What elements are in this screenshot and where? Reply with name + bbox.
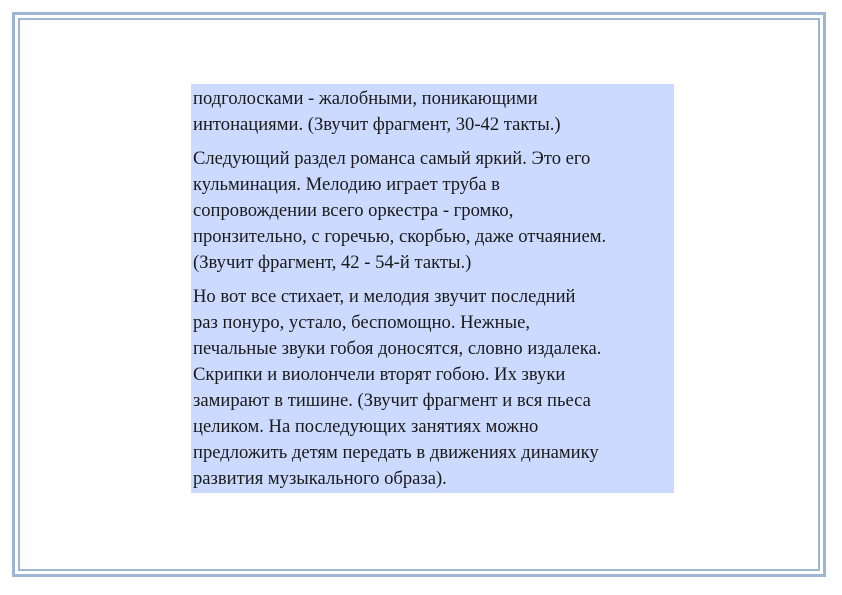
- text-line: Следующий раздел романса самый яркий. Это его: [193, 148, 591, 169]
- text-box: [191, 84, 674, 493]
- text-line: Скрипки и виолончели вторят гобою. Их звуки: [193, 364, 566, 385]
- text-line: кульминация. Мелодию играет труба в: [193, 174, 500, 195]
- text-line: раз понуро, устало, беспомощно. Нежные,: [193, 312, 530, 333]
- text-line: (Звучит фрагмент, 42 - 54-й такты.): [193, 252, 472, 273]
- text-line: целиком. На последующих занятиях можно: [193, 416, 539, 437]
- text-line: развития музыкального образа).: [193, 468, 447, 489]
- text-line: замирают в тишине. (Звучит фрагмент и вся пьеса: [193, 390, 591, 411]
- text-line: предложить детям передать в движениях динамику: [193, 442, 599, 463]
- text-line: пронзительно, с горечью, скорбью, даже отчаянием.: [193, 226, 607, 247]
- text-line: подголосками - жалобными, поникающими: [193, 88, 538, 109]
- text-line: интонациями. (Звучит фрагмент, 30-42 такты.): [193, 114, 561, 135]
- text-line: Но вот все стихает, и мелодия звучит последний: [193, 286, 576, 307]
- text-line: сопровождении всего оркестра - громко,: [193, 200, 514, 221]
- paragraph-3: [193, 284, 672, 492]
- paragraph-2: [193, 146, 672, 276]
- paragraph-1: [193, 86, 672, 138]
- text-line: печальные звуки гобоя доносятся, словно издалека.: [193, 338, 602, 359]
